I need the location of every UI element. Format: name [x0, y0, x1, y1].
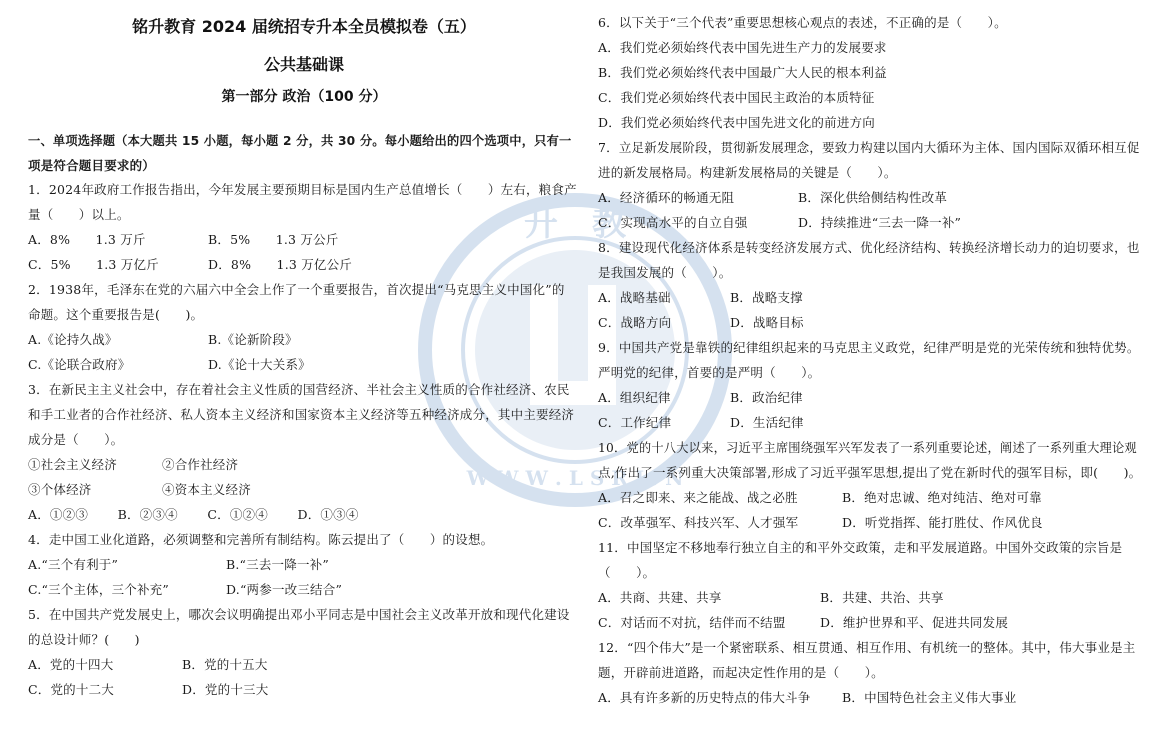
- q9-option-b: B．政治纪律: [730, 390, 803, 405]
- q7-option-a: A．经济循环的畅通无阻: [598, 190, 735, 205]
- watermark-text-top: 升 教: [524, 204, 626, 244]
- part-title: 第一部分 政治（100 分）: [221, 89, 387, 105]
- q12-option-a: A．具有许多新的历史特点的伟大斗争: [598, 690, 811, 705]
- q5-stem-line2: 的总设计师？( ): [28, 632, 140, 647]
- q5-stem-line1: 5．在中国共产党发展史上，哪次会议明确提出邓小平同志是中国社会主义改革开放和现代化建设: [28, 607, 570, 622]
- q11-option-c: C．对话而不对抗，结伴而不结盟: [598, 615, 786, 630]
- q3-stem-line3: 成分是（ ）。: [28, 432, 124, 447]
- q3-stem-line1: 3．在新民主主义社会中，存在着社会主义性质的国营经济、半社会主义性质的合作社经济、农民: [28, 382, 570, 397]
- q2-option-a: A.《论持久战》: [28, 332, 118, 347]
- q7-stem-line2: 进的新发展格局。构建新发展格局的关键是（ ）。: [598, 165, 897, 180]
- q12-stem-line1: 12．“四个伟大”是一个紧密联系、相互贯通、相互作用、有机统一的整体。其中，伟大事业是主: [598, 640, 1136, 655]
- q6-stem-line1: 6．以下关于“三个代表”重要思想核心观点的表述，不正确的是（ ）。: [598, 15, 1007, 30]
- q9-option-d: D．生活纪律: [730, 415, 804, 430]
- q8-stem-line1: 8．建设现代化经济体系是转变经济发展方式、优化经济结构、转换经济增长动力的迫切要求，也: [598, 240, 1140, 255]
- q7-stem-line1: 7．立足新发展阶段，贯彻新发展理念，要致力构建以国内大循环为主体、国内国际双循环相互促: [598, 140, 1140, 155]
- q10-option-b: B．绝对忠诚、绝对纯洁、绝对可靠: [842, 490, 1042, 505]
- q1-option-b: B．5% 1.3 万公斤: [208, 232, 339, 247]
- q10-option-a: A．召之即来、来之能战、战之必胜: [598, 490, 798, 505]
- q9-option-c: C．工作纪律: [598, 415, 672, 430]
- section-heading-line1: 一、单项选择题（本大题共 15 小题，每小题 2 分，共 30 分。每小题给出的四个选项中，只有一: [28, 134, 572, 148]
- subject-title: 公共基础课: [263, 55, 344, 74]
- q10-option-d: D．听党指挥、能打胜仗、作风优良: [842, 515, 1043, 530]
- q7-option-d: D．持续推进“三去一降一补”: [798, 215, 962, 230]
- watermark-text-bottom: W W W . L S R I . N: [466, 466, 684, 490]
- q2-option-b: B.《论新阶段》: [208, 332, 298, 347]
- q3-stem-line2: 和手工业者的合作社经济、私人资本主义经济和国家资本主义经济等五种经济成分，其中主要经济: [28, 407, 575, 422]
- q2-option-c: C.《论联合政府》: [28, 357, 131, 372]
- q3-statement-3: ③个体经济: [28, 482, 92, 497]
- q11-option-d: D．维护世界和平、促进共同发展: [820, 615, 1009, 630]
- q9-stem-line1: 9．中国共产党是靠铁的纪律组织起来的马克思主义政党，纪律严明是党的光荣传统和独特优势。: [598, 340, 1140, 355]
- q2-option-d: D.《论十大关系》: [208, 357, 311, 372]
- q11-option-a: A．共商、共建、共享: [598, 590, 722, 605]
- q8-option-b: B．战略支撑: [730, 290, 803, 305]
- q7-option-c: C．实现高水平的自立自强: [598, 215, 748, 230]
- q9-option-a: A．组织纪律: [598, 390, 671, 405]
- q8-stem-line2: 是我国发展的（ ）。: [598, 265, 732, 280]
- q3-statement-2: ②合作社经济: [162, 457, 239, 472]
- q5-option-a: A．党的十四大: [28, 657, 114, 672]
- q4-stem-line1: 4．走中国工业化道路，必须调整和完善所有制结构。陈云提出了（ ）的设想。: [28, 532, 494, 547]
- q4-option-d: D.“两参一改三结合”: [226, 582, 343, 597]
- q7-option-b: B．深化供给侧结构性改革: [798, 190, 948, 205]
- q3-options: A．①②③ B．②③④ C．①②④ D．①③④: [28, 507, 359, 522]
- q9-stem-line2: 严明党的纪律，首要的是严明（ ）。: [598, 365, 821, 380]
- q2-stem-line2: 命题。这个重要报告是( )。: [28, 307, 204, 322]
- q8-option-a: A．战略基础: [598, 290, 671, 305]
- q6-option-a: A．我们党必须始终代表中国先进生产力的发展要求: [598, 40, 887, 55]
- q11-stem-line1: 11．中国坚定不移地奉行独立自主的和平外交政策，走和平发展道路。中国外交政策的宗旨是: [598, 540, 1123, 555]
- q3-statement-4: ④资本主义经济: [162, 482, 251, 497]
- q5-option-d: D．党的十三大: [182, 682, 269, 697]
- exam-title: 铭升教育 2024 届统招专升本全员模拟卷（五）: [132, 17, 476, 36]
- q10-option-c: C．改革强军、科技兴军、人才强军: [598, 515, 799, 530]
- q11-option-b: B．共建、共治、共享: [820, 590, 944, 605]
- q12-stem-line2: 题，开辟前进道路，而起决定性作用的是（ ）。: [598, 665, 884, 680]
- section-heading-line2: 项是符合题目要求的）: [28, 158, 156, 173]
- q6-option-c: C．我们党必须始终代表中国民主政治的本质特征: [598, 90, 875, 105]
- q1-option-c: C．5% 1.3 万亿斤: [28, 257, 159, 272]
- q1-stem-line1: 1．2024年政府工作报告指出，今年发展主要预期目标是国内生产总值增长（ ）左右，粮食产: [28, 182, 577, 197]
- q1-stem-line2: 量（ ）以上。: [28, 207, 130, 222]
- q11-stem-line2: （ ）。: [598, 565, 656, 580]
- q6-option-d: D．我们党必须始终代表中国先进文化的前进方向: [598, 115, 875, 130]
- q1-option-a: A．8% 1.3 万斤: [28, 232, 146, 247]
- q3-statement-1: ①社会主义经济: [28, 457, 117, 472]
- q12-option-b: B．中国特色社会主义伟大事业: [842, 690, 1017, 705]
- q6-option-b: B．我们党必须始终代表中国最广大人民的根本利益: [598, 65, 887, 80]
- q4-option-a: A.“三个有利于”: [28, 557, 119, 572]
- q2-stem-line1: 2．1938年，毛泽东在党的六届六中全会上作了一个重要报告，首次提出“马克思主义中国化”的: [28, 282, 565, 297]
- q4-option-c: C.“三个主体，三个补充”: [28, 582, 169, 597]
- q10-stem-line2: 点,作出了一系列重大决策部署,形成了习近平强军思想,提出了党在新时代的强军目标，即( )。: [598, 465, 1142, 480]
- q10-stem-line1: 10．党的十八大以来，习近平主席围绕强军兴军发表了一系列重要论述，阐述了一系列重大理论观: [598, 441, 1137, 455]
- q5-option-b: B．党的十五大: [182, 657, 268, 672]
- q4-option-b: B.“三去一降一补”: [226, 557, 329, 572]
- q1-option-d: D．8% 1.3 万亿公斤: [208, 257, 353, 272]
- q5-option-c: C．党的十二大: [28, 682, 114, 697]
- q8-option-c: C．战略方向: [598, 315, 672, 330]
- q8-option-d: D．战略目标: [730, 315, 804, 330]
